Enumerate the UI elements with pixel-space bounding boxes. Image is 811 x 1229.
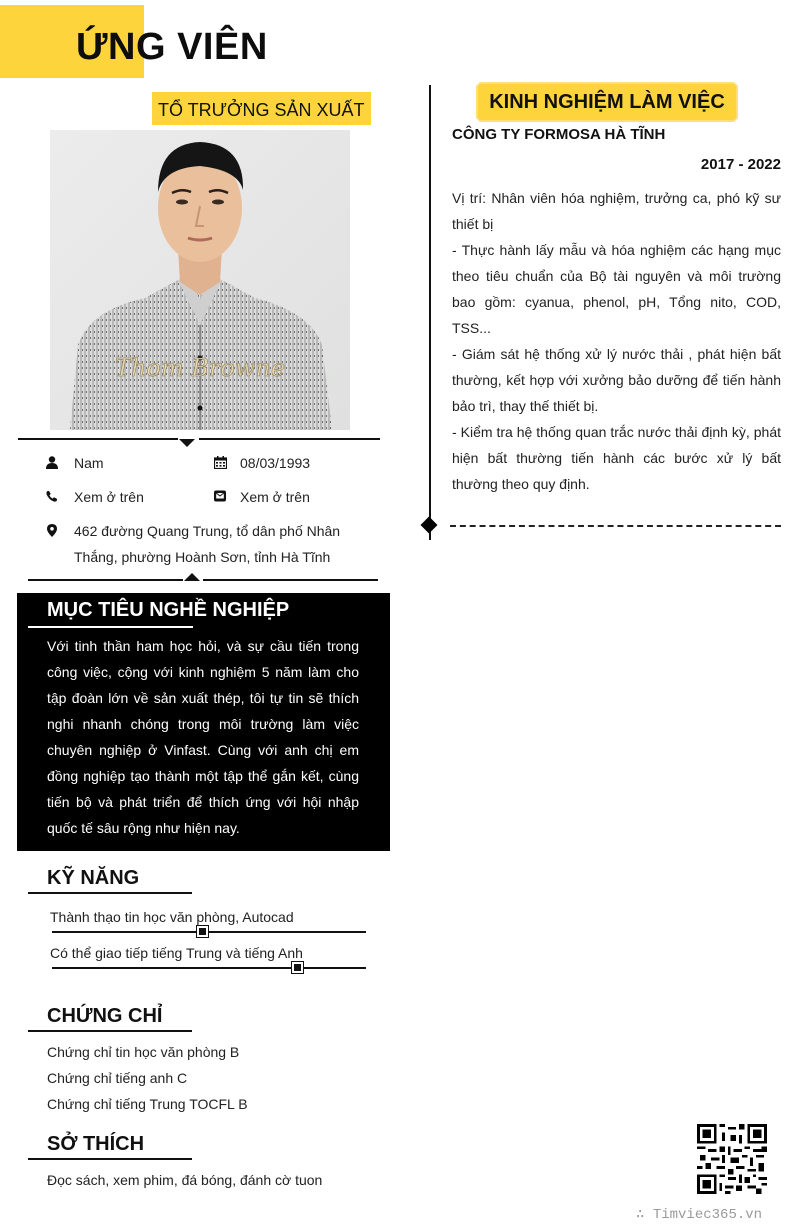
experience-title: KINH NGHIỆM LÀM VIỆC [489, 91, 725, 113]
divider-line [28, 579, 183, 581]
skill-label: Thành thạo tin học văn phòng, Autocad [50, 909, 294, 925]
gender-value: Nam [74, 455, 104, 471]
hobbies-underline [28, 1158, 192, 1160]
address-value: 462 đường Quang Trung, tổ dân phố Nhân Thắng, phường Hoành Sơn, tỉnh Hà Tĩnh [74, 523, 341, 565]
job-description [452, 185, 781, 497]
skill-bar [52, 967, 366, 969]
calendar-icon [213, 455, 227, 469]
position-badge: TỔ TRƯỞNG SẢN XUẤT [152, 92, 371, 125]
divider-line [18, 438, 178, 440]
job-line: Vị trí: Nhân viên hóa nghiệm, trưởng ca, phó kỹ sư thiết bị [452, 190, 781, 232]
phone-value: Xem ở trên [74, 489, 144, 505]
divider-line [199, 438, 380, 440]
dashed-separator [450, 525, 781, 527]
page-title: ỨNG VIÊN [76, 26, 268, 68]
candidate-photo [50, 130, 350, 430]
timeline-diamond-icon [421, 517, 438, 534]
hobbies-title: SỞ THÍCH [47, 1133, 145, 1155]
certificate-item: Chứng chỉ tin học văn phòng B [47, 1044, 240, 1060]
job-line: - Thực hành lấy mẫu và hóa nghiệm các hạng mục theo tiêu chuẩn của Bộ tài nguyên và môi trường bao gồm: cyanua, phenol, pH, Tổng nito, COD, TSS... [452, 242, 781, 336]
skill-level-marker [197, 926, 208, 937]
qr-code [697, 1124, 767, 1194]
certificates-title: CHỨNG CHỈ [47, 1005, 163, 1027]
map-marker-icon [45, 523, 59, 537]
arrow-up-icon [184, 573, 200, 581]
objective-title: MỤC TIÊU NGHỀ NGHIỆP [47, 599, 290, 621]
user-icon [45, 455, 59, 469]
skill-level-marker [292, 962, 303, 973]
job-line: - Kiểm tra hệ thống quan trắc nước thải định kỳ, phát hiện bất thường tiến hành các bước xử lý bất thường theo quy định. [452, 424, 781, 492]
watermark: ∴ Timviec365.vn [636, 1207, 763, 1223]
email-value: Xem ở trên [240, 489, 310, 505]
job-line: - Giám sát hệ thống xử lý nước thải , phát hiện bất thường, kết hợp với xưởng bảo dưỡng để tiến hành bảo trì, thay thế thiết bị. [452, 346, 781, 414]
skill-bar [52, 931, 366, 933]
objective-underline [28, 626, 193, 628]
svg-text:Thom Browne: Thom Browne [114, 354, 286, 382]
skills-underline [28, 892, 192, 894]
phone-icon [45, 489, 59, 503]
skills-title: KỸ NĂNG [47, 867, 140, 889]
arrow-down-icon [179, 439, 195, 447]
job-period: 2017 - 2022 [700, 156, 781, 173]
portrait-image [50, 130, 350, 430]
birthday-value: 08/03/1993 [240, 455, 311, 471]
envelope-icon [213, 489, 227, 503]
objective-text: Với tinh thần ham học hỏi, và sự cầu tiến trong công việc, cộng với kinh nghiệm 5 năm làm cho tập đoàn lớn về sản xuất thép, tôi tự tin sẽ thích nghi nhanh chóng trong môi trường làm việc chuyên nghiệp ở Vinfast. Cùng với anh chị em đồng nghiệp tạo thành một tập thể gắn kết, cùng tiến bộ và phát triển để thích ứng với hội nhập quốc tế sâu rộng như hiện nay. [47, 638, 359, 836]
certificates-underline [28, 1030, 192, 1032]
skill-label: Có thể giao tiếp tiếng Trung và tiếng Anh [50, 945, 303, 961]
divider-line [203, 579, 378, 581]
certificate-item: Chứng chỉ tiếng Trung TOCFL B [47, 1096, 248, 1112]
company-name: CÔNG TY FORMOSA HÀ TĨNH [452, 126, 666, 143]
certificate-item: Chứng chỉ tiếng anh C [47, 1070, 188, 1086]
hobbies-text: Đọc sách, xem phim, đá bóng, đánh cờ tuon [47, 1172, 323, 1188]
timeline-line [429, 85, 431, 540]
